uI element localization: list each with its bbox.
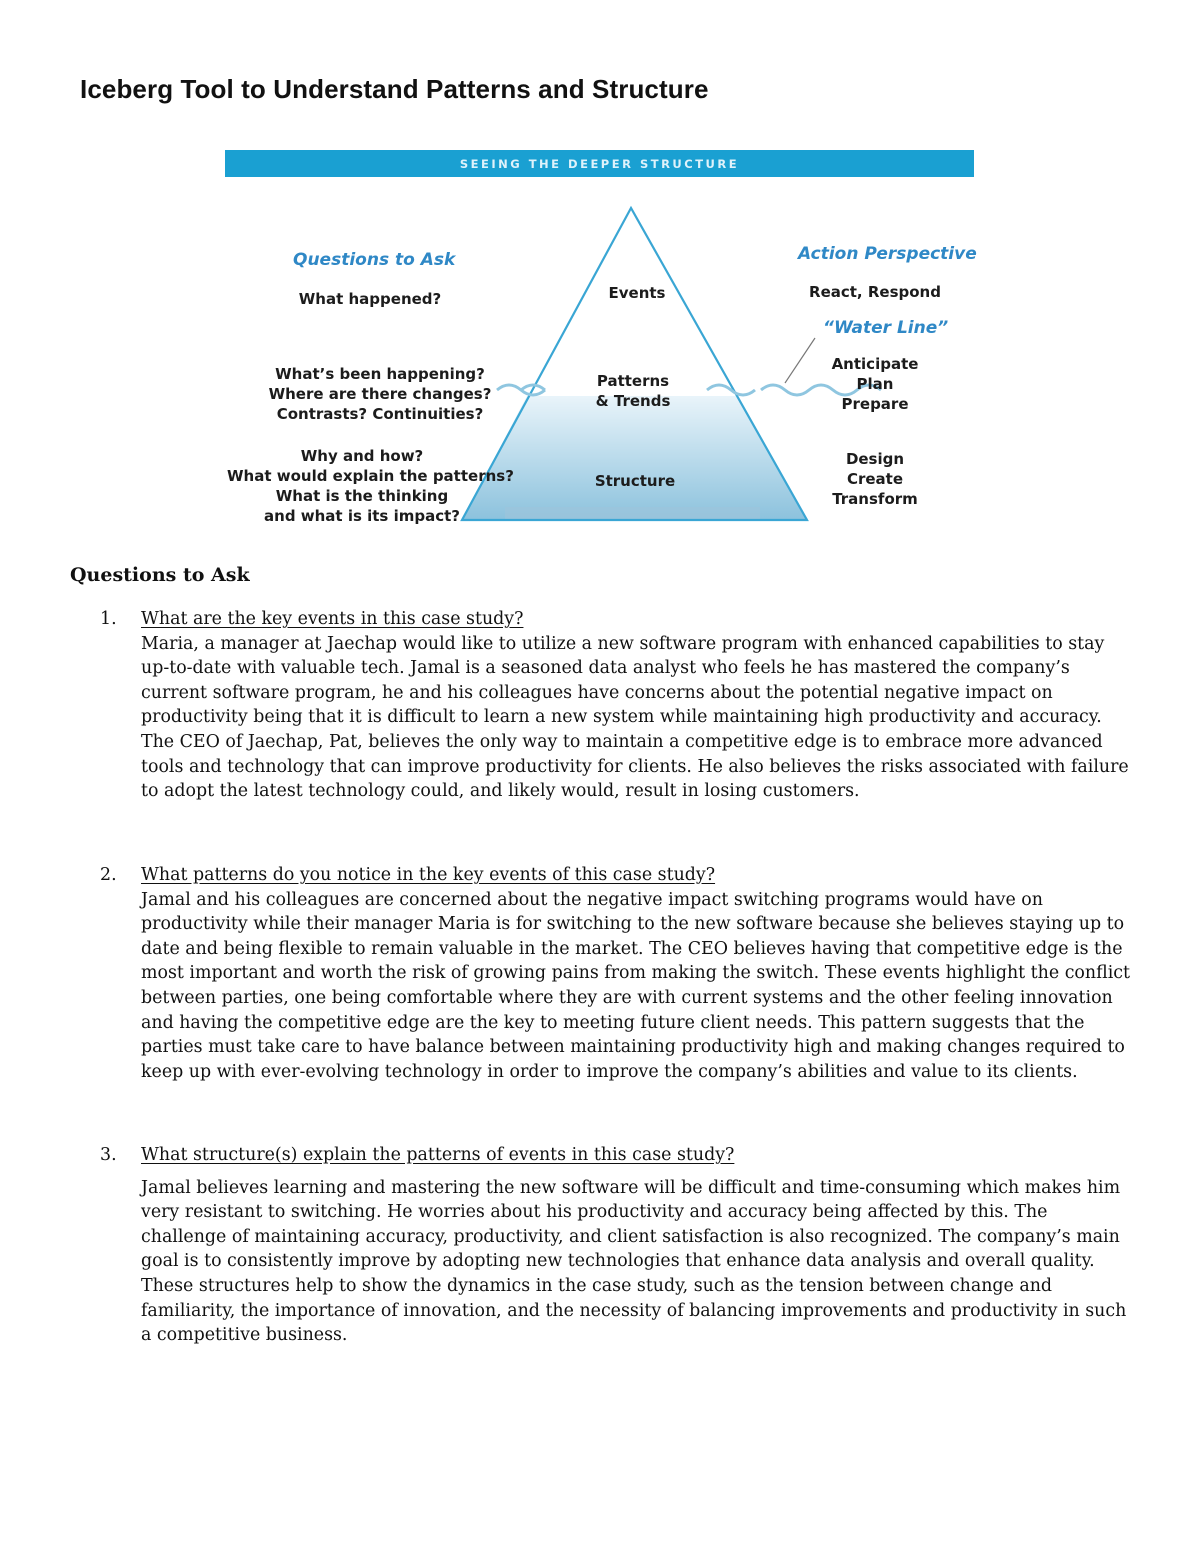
action-perspective-heading: Action Perspective: [798, 244, 977, 264]
events-actions: React, Respond: [809, 283, 941, 301]
question-body: [141, 863, 1135, 1084]
document-title: Iceberg Tool to Understand Patterns and Structure: [80, 74, 709, 104]
level-structure-label: Structure: [594, 472, 676, 490]
water-line: [497, 385, 881, 395]
water-line-pointer: [785, 338, 815, 383]
structure-questions: Why and how? What would explain the patterns? What is the thinking and what is its impact?: [227, 447, 514, 525]
answer-text: Maria, a manager at Jaechap would like to utilize a new software program with enhanced capabilities to stay up-to-date with valuable tech. Jamal is a seasoned data analyst who feels he has mastered the company’s current software program, he and his colleagues have concerns about the potential negative impact on productivity being that it is difficult to learn a new system while maintaining high productivity and accuracy. The CEO of Jaechap, Pat, believes the only way to maintain a competitive edge is to embrace more advanced tools and technology that can improve productivity for clients. He also believes the risks associated with failure to adopt the latest technology could, and likely would, result in losing customers.: [141, 633, 1129, 802]
answer-text: Jamal and his colleagues are concerned about the negative impact switching programs would have on productivity while their manager Maria is for switching to the new software because she believes staying up to date and being flexible to remain valuable in the market. The CEO believes having that competitive edge is the most important and worth the risk of growing pains from making the switch. These events highlight the conflict between parties, one being comfortable where they are with current systems and the other feeling innovation and having the competitive edge are the key to meeting future client needs. This pattern suggests that the parties must take care to have balance between maintaining productivity high and making changes required to keep up with ever-evolving technology in order to improve the company’s abilities and value to its clients.: [141, 889, 1130, 1082]
question-body: [141, 1143, 1135, 1348]
water-line-label: “Water Line”: [823, 318, 949, 338]
events-questions: What happened?: [298, 290, 442, 308]
questions-heading: Questions to Ask: [293, 250, 456, 270]
iceberg-underwater-fill: [462, 396, 807, 520]
question-text: What patterns do you notice in the key events of this case study?: [141, 865, 716, 885]
question-number: 3.: [100, 1145, 117, 1165]
question-body: [141, 607, 1135, 804]
level-patterns-label: Patterns & Trends: [595, 372, 671, 410]
patterns-actions: Anticipate Plan Prepare: [831, 355, 919, 413]
patterns-questions: What’s been happening? Where are there changes? Contrasts? Continuities?: [268, 365, 492, 423]
iceberg-figure: [225, 150, 975, 530]
question-number: 2.: [100, 865, 117, 885]
question-number: 1.: [100, 609, 117, 629]
answer-text: Jamal believes learning and mastering the new software will be difficult and time-consuming which makes him very resistant to switching. He worries about his productivity and accuracy being affected by this. The challenge of maintaining accuracy, productivity, and client satisfaction is also recognized. The company’s main goal is to consistently improve by adopting new technologies that enhance data analysis and overall quality. These structures help to show the dynamics in the case study, such as the tension between change and familiarity, the importance of innovation, and the necessity of balancing improvements and productivity in such a competitive business.: [141, 1177, 1127, 1346]
iceberg-base-band: [505, 507, 760, 520]
level-events-label: Events: [608, 284, 666, 302]
question-text: What structure(s) explain the patterns of events in this case study?: [141, 1145, 735, 1165]
structure-actions: Design Create Transform: [832, 450, 918, 508]
section-heading: Questions to Ask: [70, 564, 250, 586]
banner-text: SEEING THE DEEPER STRUCTURE: [459, 157, 740, 171]
question-text: What are the key events in this case study?: [141, 609, 524, 629]
